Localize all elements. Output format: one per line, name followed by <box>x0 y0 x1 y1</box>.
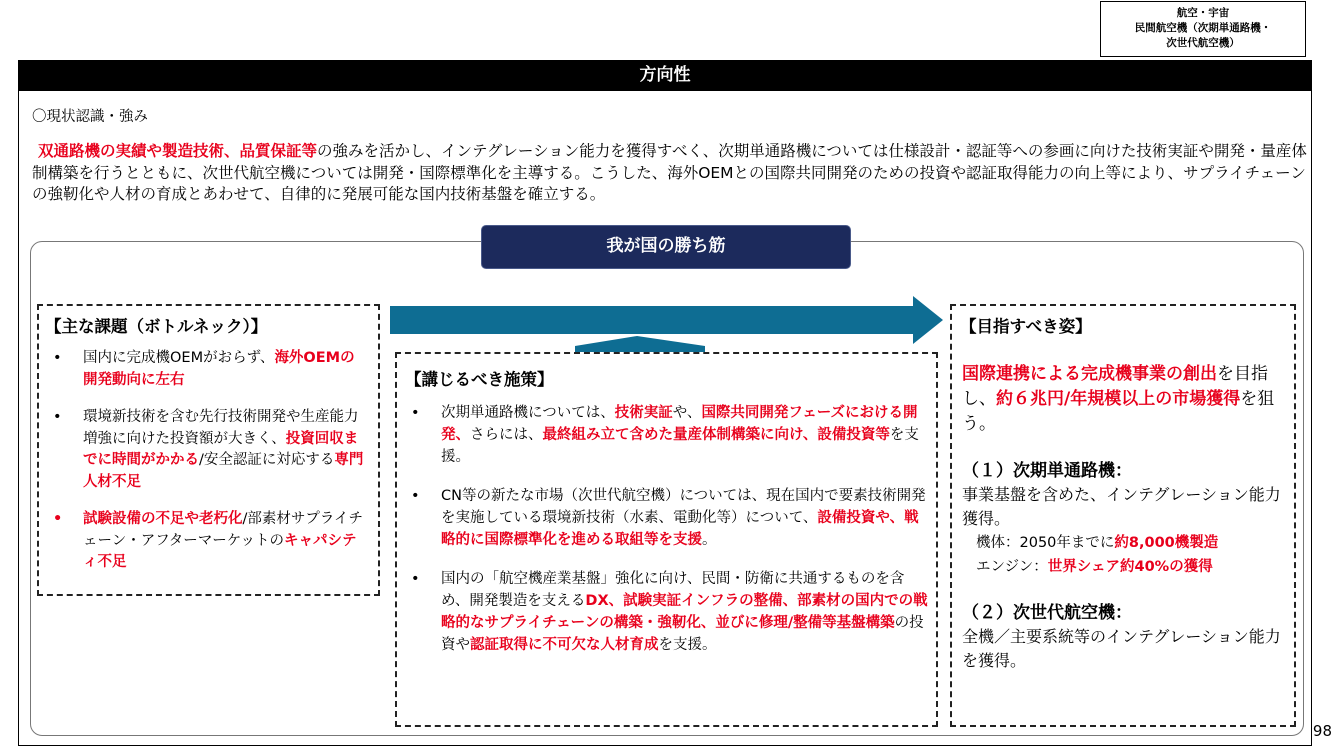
measure-text: を支援。 <box>441 427 919 465</box>
issue-text: /安全認証に対応する <box>199 452 335 468</box>
issue-highlight: 試験設備の不足や老朽化 <box>83 511 243 527</box>
up-arrow <box>575 336 705 352</box>
bullet-icon: • <box>411 405 420 421</box>
issue-text: /部素材サプライチェーン・アフターマーケットの <box>83 511 363 549</box>
measures-list <box>405 402 931 673</box>
goal-sub2-title: （２）次世代航空機： <box>962 603 1132 623</box>
issue-highlight: 投資回収までに時間がかかる <box>83 430 359 468</box>
goal-main-statement <box>962 362 1292 437</box>
category-tag <box>1100 1 1306 57</box>
measures-box <box>395 352 938 727</box>
goal-detail-label: 機体：2050年までに <box>976 535 1115 551</box>
bullet-icon: • <box>53 409 62 425</box>
summary-text: の強みを活かし、インテグレーション能力を獲得すべく、次期単通路機については仕様設計・認証等への参画に向けた技術実証や開発・量産体制構築を行うとともに、次世代航空機については開発・国際標準化を主導する。こうした、海外OEMとの国際共同開発のための投資や認証取得能力の向上等により、サプライチェーンの強靭化や人材の育成とあわせて、自律的に発展可能な国内技術基盤を確立する。 <box>32 142 1307 203</box>
category-tag-line2: 民間航空機（次期単通路機・ <box>1134 22 1272 34</box>
measure-text: CN等の新たな市場（次世代航空機）については、現在国内で要素技術開発を実施している環境新技術（水素、電動化等）について、 <box>441 488 926 526</box>
issue-highlight: 海外OEMの開発動向に左右 <box>83 350 355 388</box>
goal-sub1-desc: 事業基盤を含めた、インテグレーション能力獲得。 <box>962 485 1281 528</box>
goal-sub2-desc: 全機／主要系統等のインテグレーション能力を獲得。 <box>962 627 1281 670</box>
issue-text: 環境新技術を含む先行技術開発や生産能力増強に向けた投資額が大きく、 <box>83 409 359 447</box>
issues-heading: 【主な課題（ボトルネック）】 <box>45 317 268 336</box>
summary-highlight-2: 品質保証等 <box>239 142 318 160</box>
goal-highlight: 約６兆円/年規模以上の市場獲得 <box>996 389 1241 409</box>
strategy-title: 我が国の勝ち筋 <box>481 225 851 269</box>
goal-detail-value: 約8,000機製造 <box>1114 535 1219 551</box>
measures-heading: 【講じるべき施策】 <box>405 370 554 389</box>
measure-highlight: 国際共同開発フェーズにおける開発、 <box>441 405 918 443</box>
issue-text: 国内に完成機OEMがおらず、 <box>83 350 275 366</box>
list-item <box>47 509 367 574</box>
goal-text: を狙う。 <box>962 389 1275 434</box>
issue-highlight: 専門人材不足 <box>83 452 364 490</box>
goal-detail-engine <box>962 555 1292 579</box>
list-item <box>405 402 931 468</box>
goal-heading: 【目指すべき姿】 <box>960 317 1092 336</box>
bullet-icon: • <box>411 488 420 504</box>
right-arrow <box>390 296 943 344</box>
measure-text: 。 <box>702 532 717 548</box>
goal-detail-value: 世界シェア約40%の獲得 <box>1047 559 1213 575</box>
list-item <box>47 348 367 391</box>
category-tag-line3: 次世代航空機） <box>1166 37 1240 49</box>
summary-highlight-1: 双通路機の実績や製造技術 <box>38 142 225 160</box>
measure-highlight: 最終組み立て含めた量産体制構築に向け、設備投資等 <box>542 427 890 443</box>
category-tag-line1: 航空・宇宙 <box>1176 7 1230 19</box>
summary-separator: 、 <box>224 142 240 160</box>
list-item <box>405 485 931 551</box>
list-item <box>47 407 367 493</box>
bullet-icon: • <box>411 571 420 587</box>
summary-paragraph <box>32 141 1307 206</box>
measure-text: さらには、 <box>470 427 543 443</box>
goal-text: を目指し、 <box>962 364 1268 409</box>
measure-highlight: DX、試験実証インフラの整備、部素材の国内での戦略的なサプライチェーンの構築・強靭化、並びに修理/整備等基盤構築 <box>441 593 928 631</box>
measure-highlight: 認証取得に不可欠な人材育成 <box>470 637 659 653</box>
page-number: 98 <box>1312 722 1332 740</box>
measure-text: 国内の「航空機産業基盤」強化に向け、民間・防衛に共通するものを含め、開発製造を支える <box>441 571 905 609</box>
issues-box <box>37 304 380 596</box>
goal-highlight: 国際連携による完成機事業の創出 <box>962 364 1217 384</box>
measure-text: 次期単通路機については、 <box>441 405 615 421</box>
measure-text: や、 <box>672 405 702 421</box>
goal-detail-airframe <box>962 531 1292 555</box>
goal-box <box>950 304 1296 727</box>
list-item <box>405 568 931 656</box>
measure-text: の投資や <box>441 615 924 653</box>
issue-highlight: キャパシティ不足 <box>83 532 357 570</box>
status-heading: 〇現状認識・強み <box>32 109 148 125</box>
measure-highlight: 技術実証 <box>614 405 673 421</box>
measure-text: を支援。 <box>658 637 717 653</box>
page-title: 方向性 <box>18 60 1312 91</box>
goal-sub1-title: （１）次期単通路機： <box>962 461 1132 481</box>
goal-content <box>962 362 1292 673</box>
measure-highlight: 設備投資や、戦略的に国際標準化を進める取組等を支援 <box>441 510 919 548</box>
goal-detail-label: エンジン： <box>976 559 1048 575</box>
bullet-icon: • <box>53 511 63 527</box>
bullet-icon: • <box>53 350 62 366</box>
issues-list <box>47 348 367 590</box>
